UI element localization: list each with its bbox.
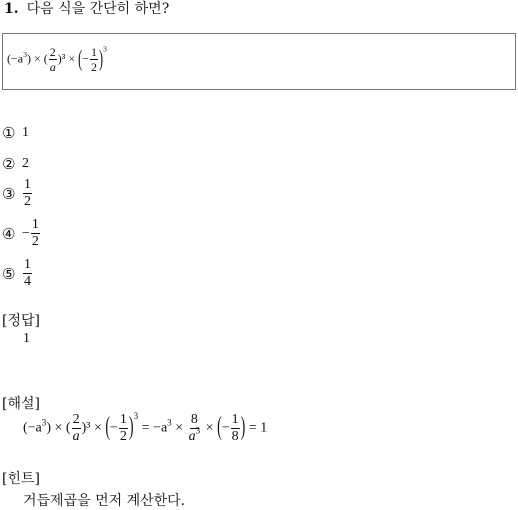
option-4[interactable]: ④ − $\frac{1}{2}$ [2, 217, 39, 249]
option-1[interactable]: ① 1 [2, 124, 29, 142]
solution-label: [해설] [2, 396, 40, 412]
question-number: 1. [4, 1, 19, 17]
solution-expression: $(-a^3)$ × ( $\frac{2}{a}$ )³ × (− $\frac{1}{2}$ )$^3 = -a^3$ × $\frac{8}{a^3}$ × (− $\frac{1}{8}$ ) = 1 [23, 410, 268, 444]
hint-label: [힌트] [2, 471, 40, 487]
question-text: 다음 식을 간단히 하면? [26, 1, 170, 17]
option-5[interactable]: ⑤ $\frac{1}{4}$ [2, 257, 31, 289]
hint-text: 거듭제곱을 먼저 계산한다. [23, 493, 186, 509]
answer-value: 1 [23, 331, 30, 346]
question-line [4, 0, 169, 18]
answer-label: [정답] [2, 313, 40, 329]
question-expression: $(-a^3)$ × ( $\frac{2}{a}$ )³ × (− $\frac{1}{2}$ )$^3$ [7, 44, 107, 74]
option-2[interactable]: ② 2 [2, 155, 29, 173]
option-3[interactable]: ③ $\frac{1}{2}$ [2, 177, 31, 209]
